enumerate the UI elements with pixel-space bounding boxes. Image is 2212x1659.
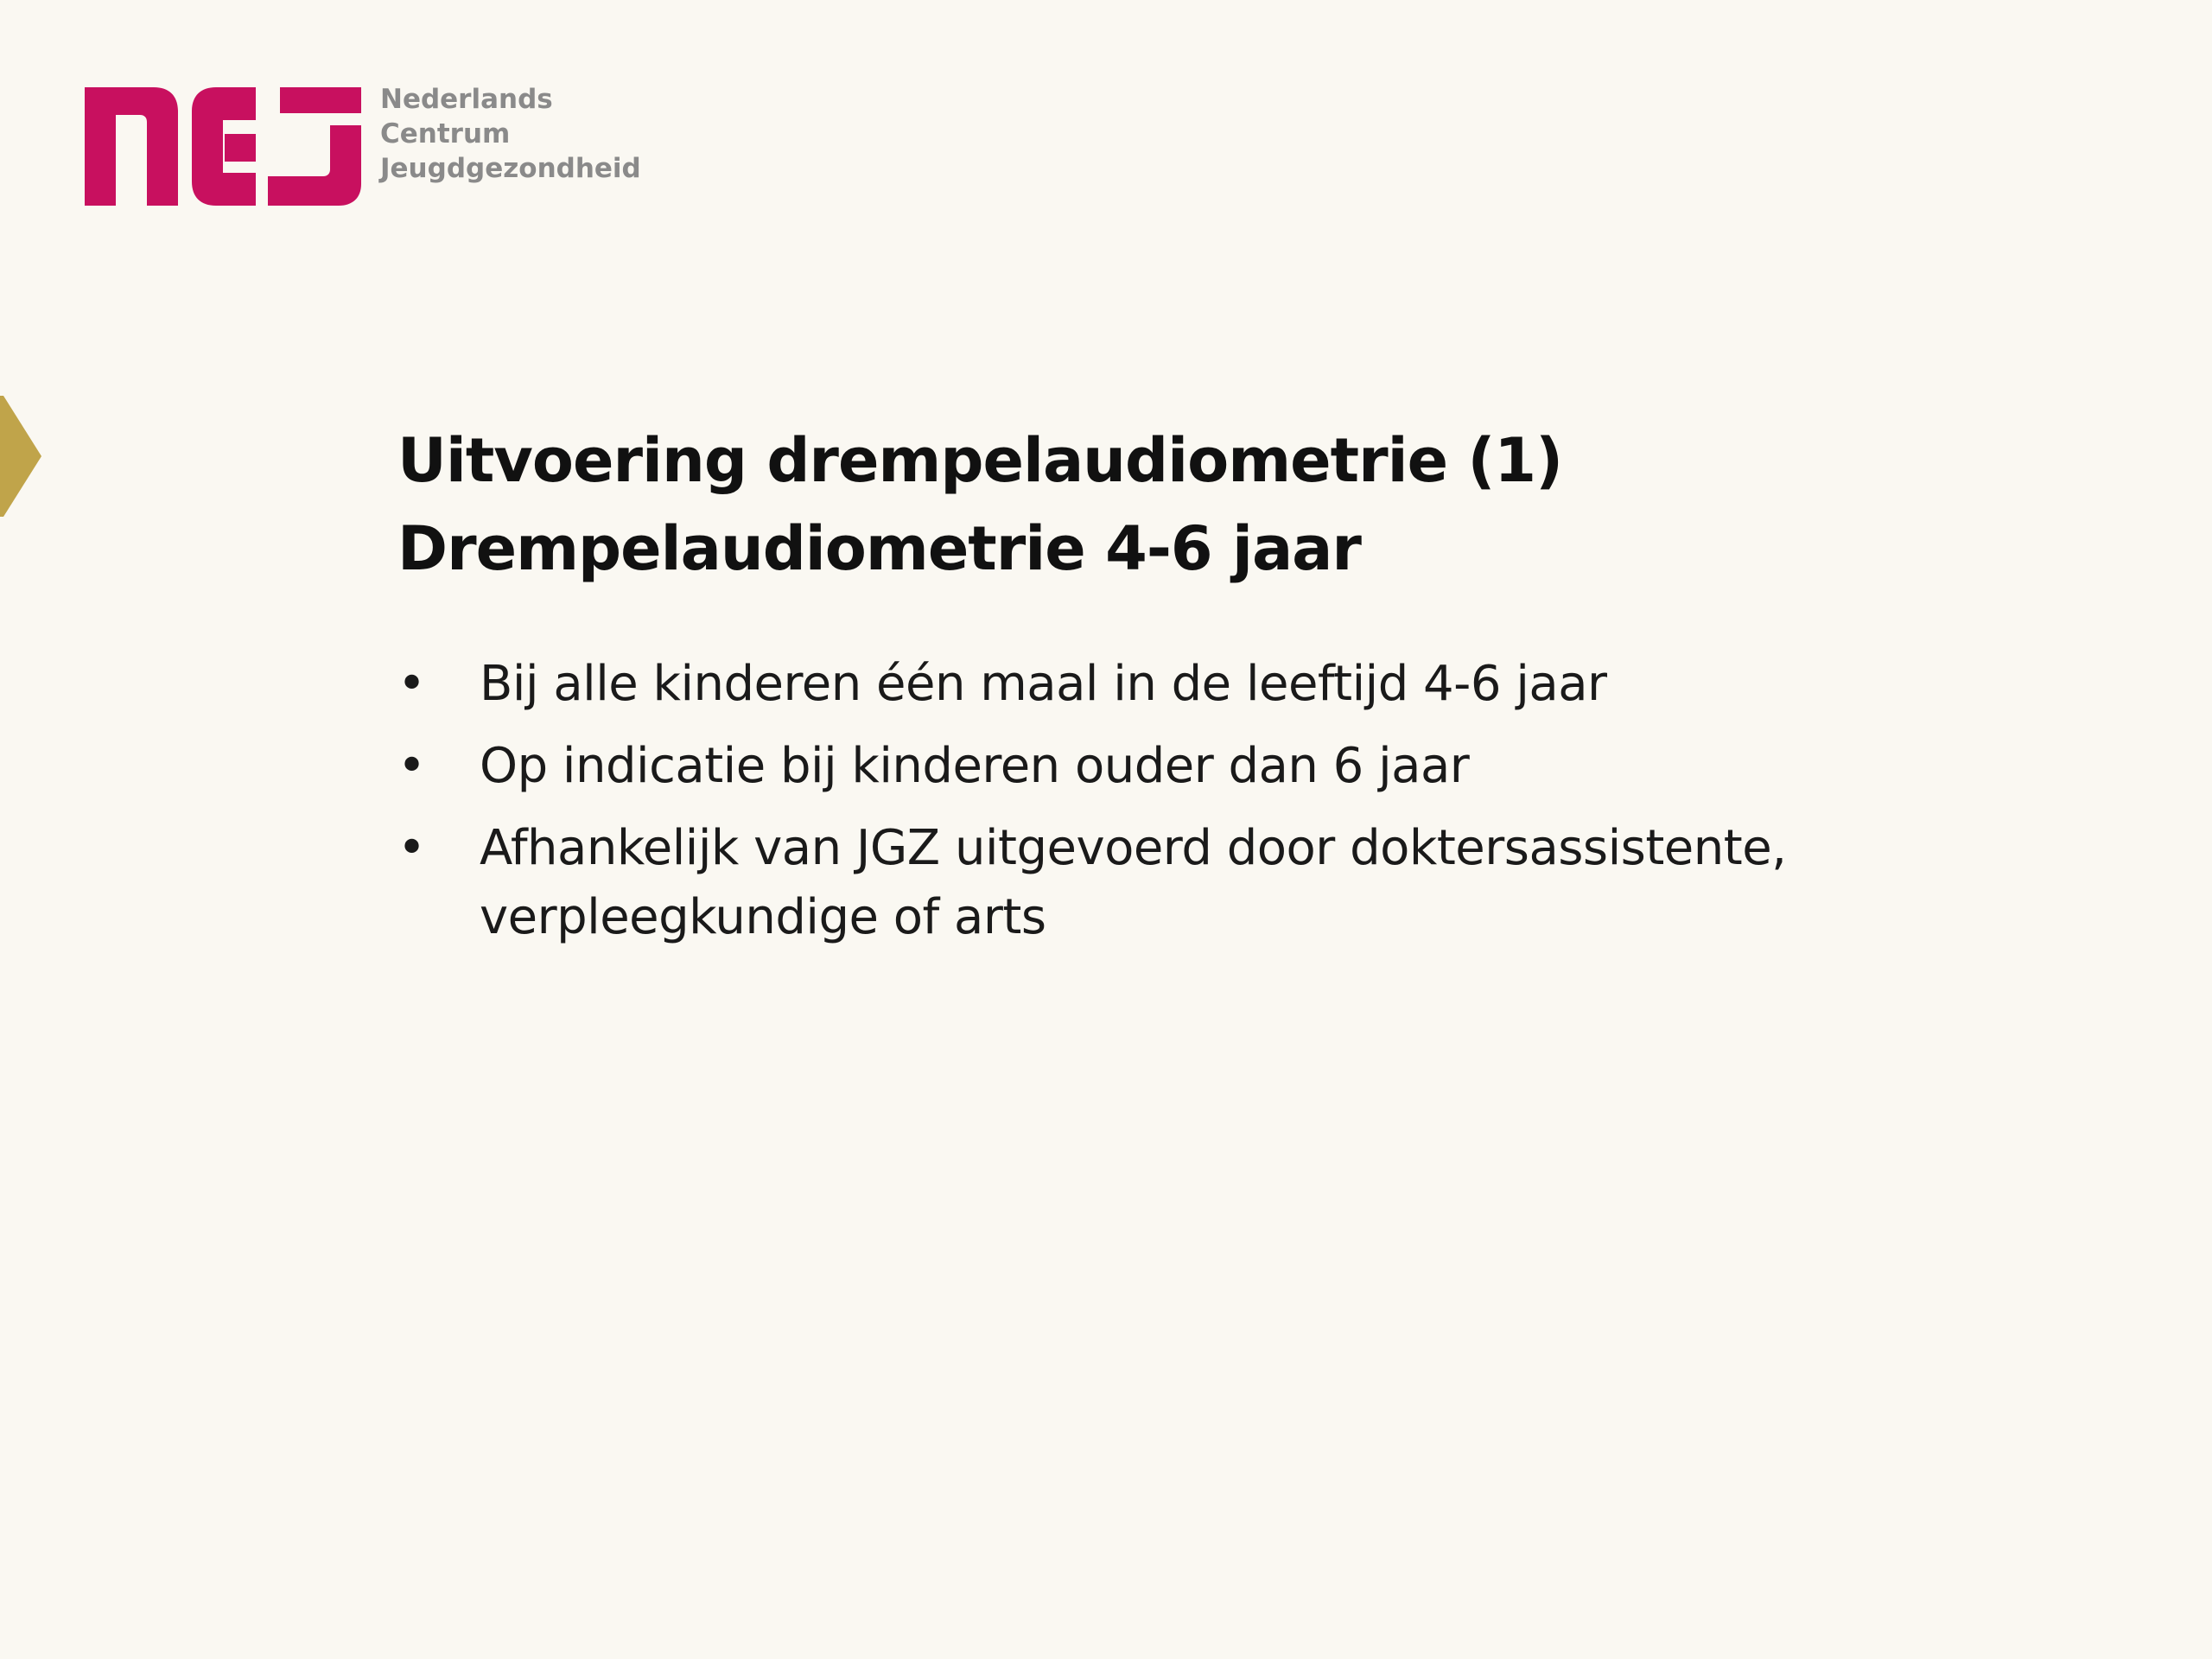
bullet-list [397,650,1953,965]
bullet-item [397,650,1953,719]
gold-arrow-icon [0,396,45,517]
bullet-text-line-1: Afhankelijk van JGZ uitgevoerd door doktersassistente, [480,820,1787,876]
logo-text [380,82,639,186]
ncj-logo-mark [85,87,361,206]
ncj-logo [85,82,641,212]
slide-title-line-1: Uitvoering drempelaudiometrie (1) [397,425,1563,496]
logo-text-line-1: Nederlands [380,84,553,115]
bullet-text: Op indicatie bij kinderen ouder dan 6 jaar [480,738,1470,794]
slide-title-line-2: Drempelaudiometrie 4-6 jaar [397,513,1361,584]
bullet-item [397,732,1953,801]
bullet-icon: • [397,656,426,712]
slide-title [397,416,2039,593]
bullet-text: Bij alle kinderen één maal in de leeftijd 4-6 jaar [480,656,1607,712]
bullet-icon: • [397,820,426,876]
bullet-icon: • [397,738,426,794]
logo-text-line-3: Jeugdgezondheid [380,153,641,184]
bullet-item [397,814,1953,952]
bullet-text-line-2: verpleegkundige of arts [480,889,1046,945]
logo-text-line-2: Centrum [380,118,511,149]
